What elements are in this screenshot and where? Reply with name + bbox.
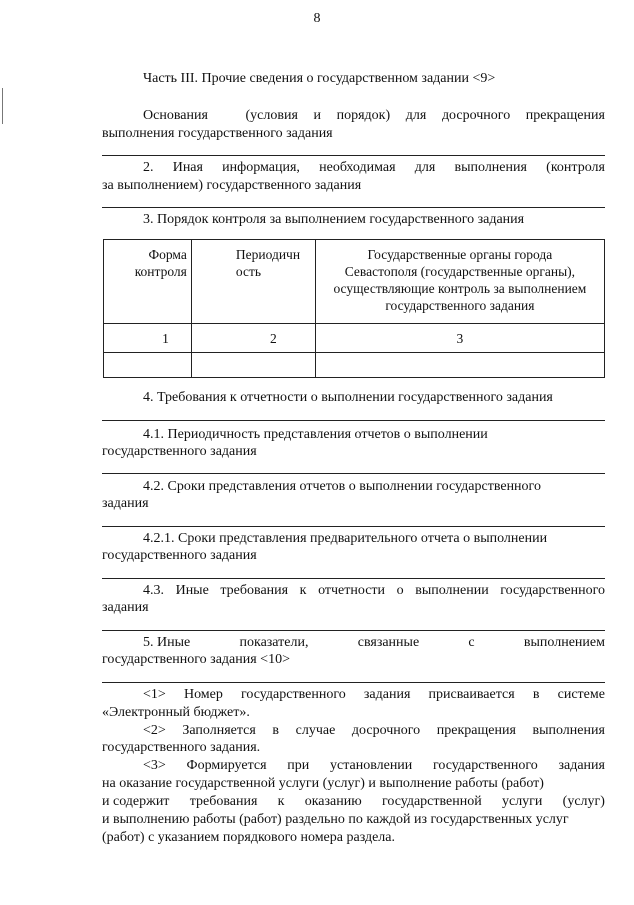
word: Заполняется	[182, 723, 256, 738]
word: (условия	[245, 108, 298, 123]
word: для	[405, 108, 427, 123]
header-cell-authorities	[315, 240, 604, 324]
footnote2-line2: государственного задания.	[102, 740, 261, 755]
word: необходимая	[319, 160, 396, 175]
fill-line	[102, 155, 605, 156]
section5-line1	[143, 634, 605, 652]
header-text: Государственные органы города	[367, 247, 553, 262]
section4-2-line2: задания	[102, 496, 149, 511]
section4-1-line2: государственного задания	[102, 444, 257, 459]
section4-2-1-line2: государственного задания	[102, 548, 257, 563]
fill-line	[102, 578, 605, 579]
footnote3-line1	[143, 757, 605, 775]
table-cell: 1	[104, 324, 192, 353]
table-cell: 2	[191, 324, 315, 353]
footnote1-line1	[143, 686, 605, 704]
word: требования	[220, 583, 289, 598]
word: и содержит	[102, 794, 170, 809]
word: отчетности	[318, 583, 386, 598]
header-text: государственного задания	[385, 298, 535, 313]
word: выполнением	[523, 635, 605, 650]
word: к	[277, 794, 285, 809]
scan-edge-mark	[2, 88, 3, 124]
section4-1-line1: 4.1. Периодичность представления отчетов о выполнении	[143, 427, 488, 442]
footnote1-line2: «Электронный бюджет».	[102, 705, 250, 720]
footnote3-line4: и выполнению работы (работ) раздельно по каждой из государственных услуг	[102, 812, 569, 827]
header-cell-periodicity	[191, 240, 315, 324]
word: о	[396, 583, 404, 598]
section3-title: 3. Порядок контроля за выполнением государственного задания	[143, 212, 525, 227]
word: порядок)	[336, 108, 391, 123]
word: <3>	[143, 758, 166, 773]
header-cell-form	[104, 240, 192, 324]
part-title: Часть III. Прочие сведения о государственном задании <9>	[143, 71, 496, 86]
word: к	[299, 583, 307, 598]
word: государственного	[500, 583, 605, 598]
word: досрочного	[351, 723, 421, 738]
fill-line	[102, 473, 605, 474]
word: Основания	[143, 108, 208, 123]
section4-title: 4. Требования к отчетности о выполнении государственного задания	[143, 390, 553, 405]
word: <1>	[143, 687, 166, 702]
table-number-row	[104, 324, 605, 353]
word: досрочного	[441, 108, 511, 123]
header-text: Форма	[148, 247, 187, 262]
word: <2>	[143, 723, 166, 738]
header-text: контроля	[134, 264, 187, 279]
word: государственного	[241, 687, 346, 702]
footnote3-line5: (работ) с указанием порядкового номера раздела.	[102, 830, 396, 845]
table-empty-row	[104, 353, 605, 378]
footnote3-line3	[102, 793, 605, 811]
word: при	[287, 758, 310, 773]
word: (услуг)	[562, 794, 605, 809]
word: информация,	[222, 160, 300, 175]
header-text: Периодичн	[235, 247, 301, 262]
section1-line2: выполнения государственного задания	[102, 126, 333, 141]
page-number: 8	[313, 11, 321, 26]
word: прекращения	[436, 723, 516, 738]
word: связанные	[357, 635, 420, 650]
word: 4.3.	[143, 583, 164, 598]
section4-3-line1	[143, 582, 605, 600]
word: 5. Иные	[143, 635, 191, 650]
section4-2-1-line1: 4.2.1. Сроки представления предварительного отчета о выполнении	[143, 531, 548, 546]
word: установлении	[329, 758, 413, 773]
section5-line2: государственного задания <10>	[102, 652, 290, 667]
footnote2-line1	[143, 722, 605, 740]
word: оказанию	[304, 794, 362, 809]
word: Иная	[172, 160, 203, 175]
section4-2-line1: 4.2. Сроки представления отчетов о выполнении государственного	[143, 479, 541, 494]
word: выполнения	[532, 723, 605, 738]
section1-line1	[143, 107, 605, 125]
word: государственной	[381, 794, 482, 809]
section4-3-line2: задания	[102, 600, 149, 615]
word: Иные	[175, 583, 209, 598]
fill-line	[102, 420, 605, 421]
word: требования	[189, 794, 258, 809]
word: (контроля	[546, 160, 605, 175]
word: услуги	[501, 794, 543, 809]
control-table	[103, 239, 605, 378]
word: случае	[295, 723, 336, 738]
table-cell	[104, 353, 192, 378]
fill-line	[102, 682, 605, 683]
footnote3-line2: на оказание государственной услуги (услуг) и выполнение работы (работ)	[102, 776, 544, 791]
fill-line	[102, 630, 605, 631]
table-cell	[191, 353, 315, 378]
word: выполнении	[415, 583, 489, 598]
word: задания	[558, 758, 605, 773]
section2-line1	[143, 159, 605, 177]
word: в	[272, 723, 280, 738]
table-header-row	[104, 240, 605, 324]
word: прекращения	[525, 108, 605, 123]
word: с	[468, 635, 475, 650]
word: присваивается	[428, 687, 515, 702]
word: Номер	[183, 687, 223, 702]
word: показатели,	[239, 635, 309, 650]
word: в	[532, 687, 540, 702]
word: 2.	[143, 160, 154, 175]
word: государственного	[433, 758, 538, 773]
header-text: Севастополя (государственные органы),	[344, 264, 576, 279]
table-cell	[315, 353, 604, 378]
word: и	[313, 108, 322, 123]
header-text: осуществляющие контроль за выполнением	[333, 281, 587, 296]
word: выполнения	[454, 160, 527, 175]
word: для	[414, 160, 436, 175]
word: Формируется	[186, 758, 267, 773]
fill-line	[102, 207, 605, 208]
table-cell: 3	[315, 324, 604, 353]
fill-line	[102, 526, 605, 527]
word: системе	[557, 687, 605, 702]
header-text: ость	[235, 264, 262, 279]
section2-line2: за выполнением) государственного задания	[102, 178, 362, 193]
word: задания	[363, 687, 411, 702]
